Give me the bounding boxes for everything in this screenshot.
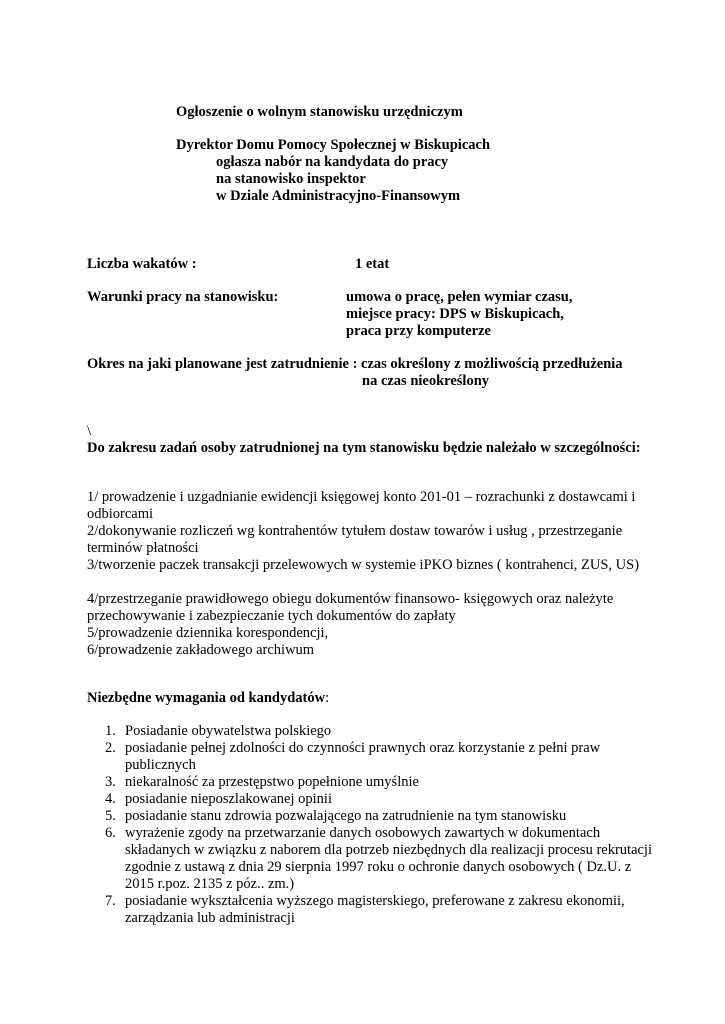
- conditions-label: Warunki pracy na stanowisku:: [87, 289, 279, 305]
- requirements-list: [87, 723, 657, 927]
- list-text: niekaralność za przestępstwo popełnione umyślnie: [125, 774, 419, 790]
- list-text: posiadanie nieposzlakowanej opinii: [125, 791, 332, 807]
- list-item: [87, 791, 657, 808]
- list-text: Posiadanie obywatelstwa polskiego: [125, 723, 332, 739]
- announcement-line: ogłasza nabór na kandydata do pracy: [216, 154, 449, 170]
- list-text: wyrażenie zgody na przetwarzanie danych osobowych zawartych w dokumentach składanych w związku z naborem dla potrzeb niezbędnych dla realizacji procesu rekrutacji zgodnie z ustawą z dnia 29 sierpnia 1997 roku o ochronie danych osobowych ( Dz.U. z 2015 r.poz. 2135 z póz.. zm.): [125, 825, 652, 892]
- period-label: Okres na jaki planowane jest zatrudnienie : czas określony z możliwością przedłużenia: [87, 356, 623, 372]
- duty-item: 3/tworzenie paczek transakcji przelewowych w systemie iPKO biznes ( kontrahenci, ZUS, US): [87, 557, 640, 573]
- list-item: [87, 774, 657, 791]
- conditions-value-3: praca przy komputerze: [346, 323, 491, 339]
- list-item: [87, 808, 657, 825]
- document-title: Ogłoszenie o wolnym stanowisku urzędniczym: [176, 104, 463, 120]
- list-number: 5.: [105, 808, 116, 824]
- list-text: posiadanie wykształcenia wyższego magisterskiego, preferowane z zakresu ekonomii, zarządzania lub administracji: [125, 893, 625, 926]
- vacancies-value: 1 etat: [355, 256, 390, 272]
- department-line: w Dziale Administracyjno-Finansowym: [216, 188, 461, 204]
- stray-backslash: \: [87, 423, 92, 439]
- list-text: posiadanie stanu zdrowia pozwalającego na zatrudnienie na tym stanowisku: [125, 808, 567, 824]
- requirements-heading: Niezbędne wymagania od kandydatów: [87, 690, 326, 706]
- requirements-colon: :: [325, 690, 330, 706]
- list-number: 6.: [105, 825, 116, 841]
- duty-item: 6/prowadzenie zakładowego archiwum: [87, 642, 315, 658]
- list-number: 4.: [105, 791, 116, 807]
- list-number: 7.: [105, 893, 116, 909]
- duty-item: 5/prowadzenie dziennika korespondencji,: [87, 625, 329, 641]
- duty-item: 2/dokonywanie rozliczeń wg kontrahentów tytułem dostaw towarów i usług , przestrzeganie terminów płatności: [87, 523, 623, 556]
- list-item: [87, 825, 657, 893]
- list-number: 1.: [105, 723, 116, 739]
- list-number: 3.: [105, 774, 116, 790]
- conditions-value-1: umowa o pracę, pełen wymiar czasu,: [346, 289, 573, 305]
- requirements-heading-line: [87, 690, 329, 707]
- duty-item: 4/przestrzeganie prawidłowego obiegu dokumentów finansowo- księgowych oraz należyte przechowywanie i zabezpieczanie tych dokumentów do zapłaty: [87, 591, 614, 624]
- list-text: posiadanie pełnej zdolności do czynności prawnych oraz korzystanie z pełni praw publicznych: [125, 740, 601, 773]
- duty-item: 1/ prowadzenie i uzgadnianie ewidencji księgowej konto 201-01 – rozrachunki z dostawcami i odbiorcami: [87, 489, 636, 522]
- list-item: [87, 723, 657, 740]
- duties-heading: Do zakresu zadań osoby zatrudnionej na tym stanowisku będzie należało w szczególności:: [87, 440, 641, 456]
- list-number: 2.: [105, 740, 116, 756]
- conditions-value-2: miejsce pracy: DPS w Biskupicach,: [346, 306, 564, 322]
- list-item: [87, 740, 657, 774]
- director-line: Dyrektor Domu Pomocy Społecznej w Biskupicach: [176, 137, 491, 153]
- position-line: na stanowisko inspektor: [216, 171, 366, 187]
- period-value: na czas nieokreślony: [362, 373, 490, 389]
- list-item: [87, 893, 657, 927]
- vacancies-label: Liczba wakatów :: [87, 256, 197, 272]
